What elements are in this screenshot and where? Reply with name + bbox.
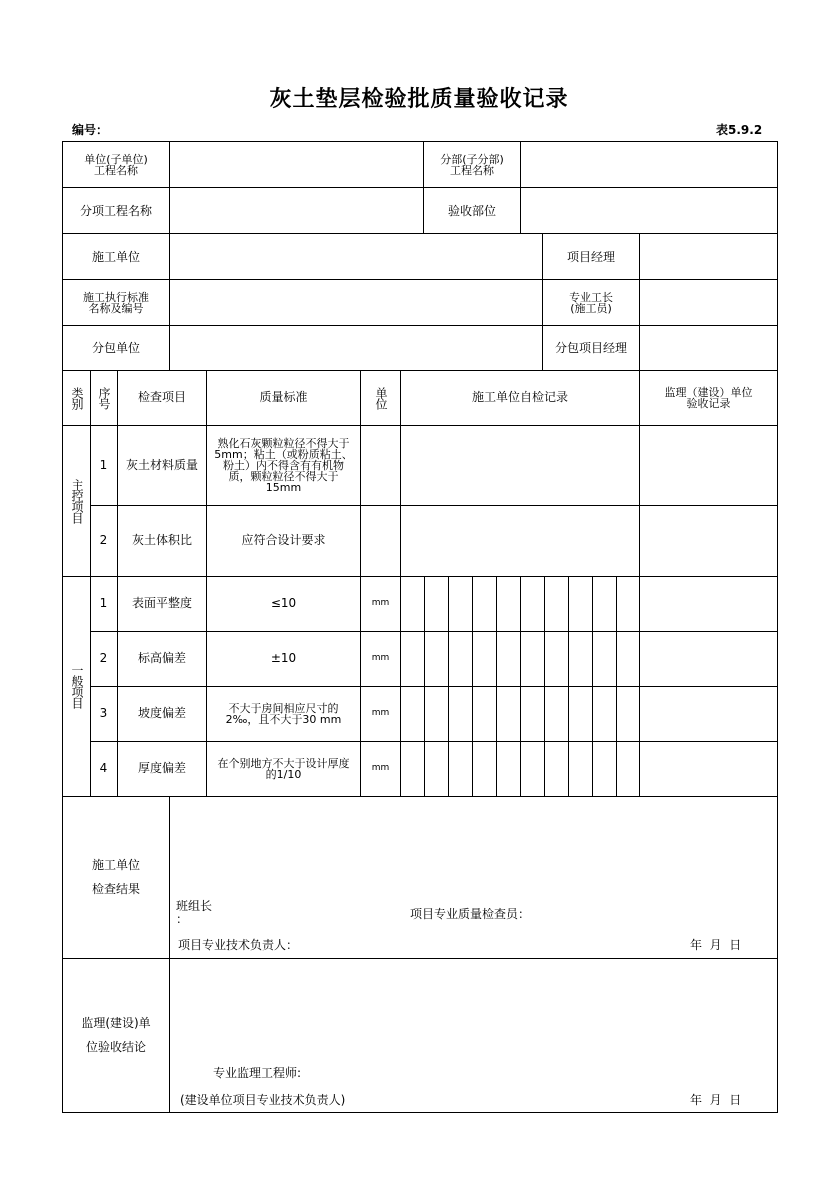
col-item: 检查项目	[137, 390, 186, 404]
main-item-1-supervision[interactable]	[640, 425, 777, 505]
accept-part-label: 验收部位	[447, 203, 496, 218]
foreman-label: 专业工长 (施工员)	[569, 291, 613, 315]
main-item-1-self-check[interactable]	[401, 425, 639, 505]
tech-lead-label: 项目专业技术负责人：	[178, 938, 299, 952]
grid-line	[616, 576, 617, 797]
main-item-2-supervision[interactable]	[640, 505, 777, 576]
general-item-1-unit: mm	[371, 598, 390, 608]
general-group-label: 一般项目	[70, 664, 84, 708]
grid-line	[448, 576, 449, 797]
general-item-3-standard: 不大于房间相应尺寸的2‰，且不大于30 mm	[225, 701, 342, 726]
grid-line	[472, 576, 473, 797]
grid-line	[592, 576, 593, 797]
owner-tech-label: (建设单位项目专业技术负责人)	[180, 1093, 346, 1107]
quality-inspector-label: 项目专业质量检查员：	[410, 907, 531, 921]
general-item-4-no: 4	[99, 761, 108, 775]
main-item-2-self-check[interactable]	[401, 505, 639, 576]
main-item-2-unit	[361, 505, 400, 576]
grid-line	[496, 576, 497, 797]
team-leader-label: 班组长 ：	[176, 899, 213, 926]
main-item-1-no: 1	[99, 457, 108, 472]
main-item-1-name: 灰土材料质量	[125, 457, 198, 472]
general-item-1-standard: ≤10	[270, 596, 297, 610]
general-item-1-no: 1	[99, 596, 108, 610]
grid-line	[777, 141, 778, 1113]
col-self-check: 施工单位自检记录	[471, 390, 568, 404]
form-number: 表5.9.2	[716, 123, 763, 137]
general-item-3-name: 坡度偏差	[137, 706, 186, 720]
contractor-date: 年 月 日	[690, 938, 742, 952]
col-supervision: 监理（建设）单位 验收记录	[664, 385, 753, 410]
grid-line	[544, 576, 545, 797]
main-item-1-unit	[361, 425, 400, 505]
standard-value[interactable]	[170, 280, 542, 326]
col-standard: 质量标准	[259, 390, 308, 404]
item-project-label: 分项工程名称	[79, 203, 152, 218]
grid-line	[568, 576, 569, 797]
grid-line	[424, 576, 425, 797]
general-item-2-no: 2	[99, 651, 108, 665]
contractor-result-label: 施工单位 检查结果	[91, 858, 140, 896]
col-seq: 序号	[97, 386, 111, 409]
project-manager-label: 项目经理	[566, 249, 615, 264]
accept-part-value[interactable]	[521, 188, 777, 234]
general-item-4-unit: mm	[371, 763, 390, 773]
general-item-3-no: 3	[99, 706, 108, 720]
general-item-4-name: 厚度偏差	[137, 761, 186, 775]
main-item-2-name: 灰土体积比	[131, 533, 192, 547]
main-item-1-standard: 熟化石灰颗粒粒径不得大于5mm；粘土（或粉质粘土、粉土）内不得含有有机物质，颗粒粒径不得大于15mm	[214, 436, 353, 494]
main-item-2-standard: 应符合设计要求	[241, 533, 326, 547]
sub-manager-label: 分包项目经理	[554, 340, 627, 355]
unit-project-label: 单位(子单位) 工程名称	[84, 153, 148, 177]
page-title: 灰土垫层检验批质量验收记录	[269, 87, 569, 112]
unit-project-value[interactable]	[170, 142, 423, 188]
subcontractor-value[interactable]	[170, 326, 542, 370]
general-item-3-unit: mm	[371, 708, 390, 718]
sub-project-label: 分部(子分部) 工程名称	[440, 153, 504, 177]
general-item-2-standard: ±10	[270, 651, 297, 665]
general-item-1-name: 表面平整度	[131, 596, 192, 610]
general-item-2-unit: mm	[371, 653, 390, 663]
supervision-engineer-label: 专业监理工程师:	[213, 1066, 302, 1080]
subcontractor-label: 分包单位	[91, 340, 140, 355]
contractor-label: 施工单位	[91, 249, 140, 264]
general-item-2-name: 标高偏差	[137, 651, 186, 665]
col-category: 类别	[70, 386, 84, 409]
sub-project-value[interactable]	[521, 142, 777, 188]
main-group-label: 主控项目	[70, 478, 84, 523]
supervision-result-label: 监理(建设)单 位验收结论	[81, 1016, 151, 1054]
foreman-value[interactable]	[640, 280, 777, 326]
project-manager-value[interactable]	[640, 234, 777, 280]
main-item-2-no: 2	[99, 533, 108, 547]
col-unit: 单位	[374, 386, 388, 409]
contractor-value[interactable]	[170, 234, 542, 280]
code-label: 编号：	[72, 123, 109, 137]
supervision-date: 年 月 日	[690, 1093, 742, 1107]
grid-line	[520, 576, 521, 797]
sub-manager-value[interactable]	[640, 326, 777, 370]
general-item-4-standard: 在个别地方不大于设计厚度的1/10	[217, 756, 350, 781]
item-project-value[interactable]	[170, 188, 423, 234]
standard-label: 施工执行标准 名称及编号	[83, 291, 149, 315]
grid-line	[169, 796, 170, 1113]
